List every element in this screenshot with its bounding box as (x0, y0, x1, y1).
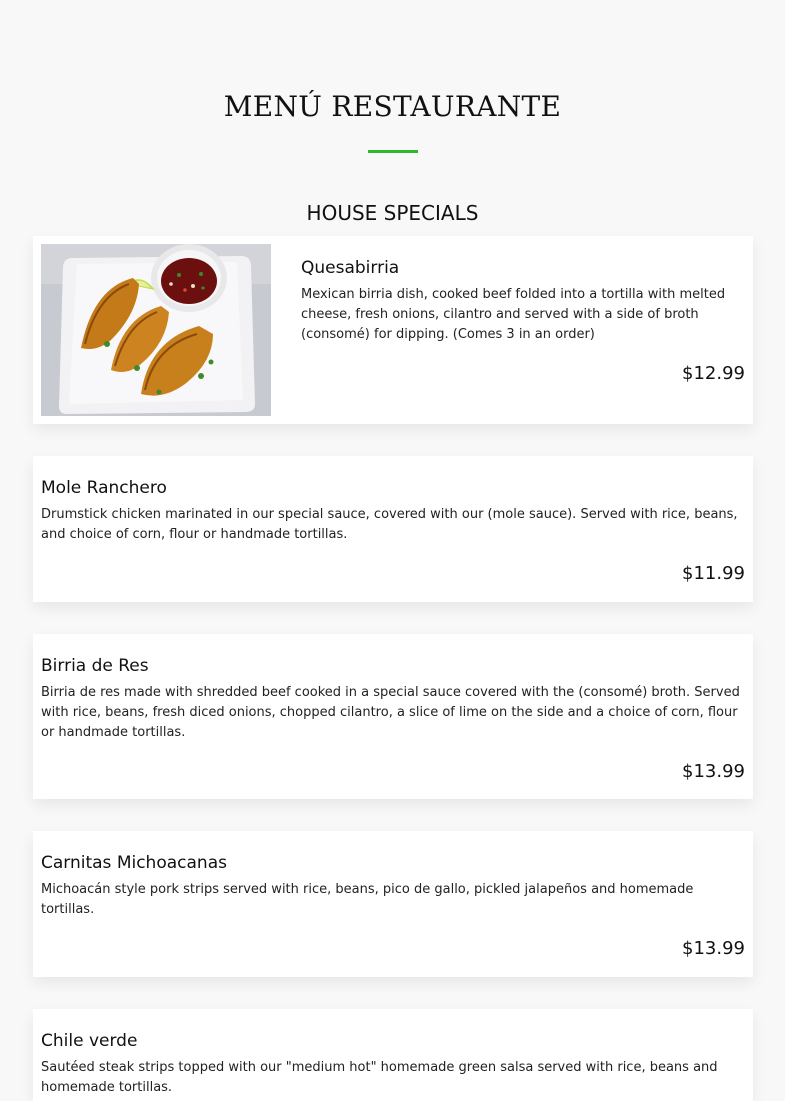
menu-item-description: Mexican birria dish, cooked beef folded into a tortilla with melted cheese, fresh onions, cilantro and served with a side of broth (consomé) for dipping. (Comes 3 in an order) (301, 287, 726, 342)
menu-item-price: $13.99 (682, 761, 745, 782)
section-title: HOUSE SPECIALS (306, 201, 479, 225)
quesabirria-photo (41, 244, 271, 416)
menu-item-card[interactable] (33, 831, 753, 977)
page-title: MENÚ RESTAURANTE (223, 90, 562, 123)
title-underline (368, 150, 418, 153)
menu-item-card[interactable] (33, 456, 753, 602)
menu-item-description: Birria de res made with shredded beef cooked in a special sauce covered with the (consomé) broth. Served with rice, beans, fresh diced onions, chopped cilantro, a slice of lime on the side and a choice of corn, flour or handmade tortillas. (41, 685, 740, 740)
menu-item-card[interactable] (33, 634, 753, 799)
menu-item-card[interactable] (33, 236, 753, 424)
menu-item-name: Mole Ranchero (41, 478, 167, 498)
menu-item-price: $12.99 (682, 363, 745, 384)
menu-item-description: Sautéed steak strips topped with our "medium hot" homemade green salsa served with rice, beans and homemade tortillas. (41, 1060, 718, 1095)
menu-item-description: Drumstick chicken marinated in our special sauce, covered with our (mole sauce). Served with rice, beans, and choice of corn, flour or handmade tortillas. (41, 507, 738, 542)
menu-item-name: Birria de Res (41, 656, 149, 676)
menu-item-description: Michoacán style pork strips served with rice, beans, pico de gallo, pickled jalapeños and homemade tortillas. (41, 882, 694, 917)
menu-item-name: Carnitas Michoacanas (41, 853, 227, 873)
menu-item-name: Quesabirria (301, 258, 400, 278)
menu-item-price: $13.99 (682, 938, 745, 959)
menu-item-price: $11.99 (682, 563, 745, 584)
menu-item-name: Chile verde (41, 1031, 138, 1051)
menu-item-card[interactable] (33, 1009, 753, 1101)
